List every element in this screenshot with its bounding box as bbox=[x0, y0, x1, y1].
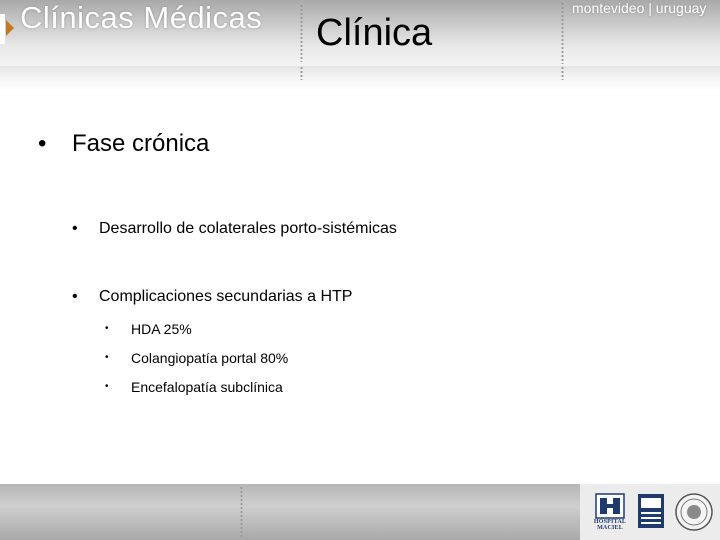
seal-logo bbox=[674, 492, 714, 530]
footer-logos bbox=[580, 484, 720, 540]
bullet-text: HDA 25% bbox=[131, 321, 192, 337]
slide-content bbox=[0, 92, 720, 484]
seal-icon bbox=[674, 492, 714, 532]
universidad-logo bbox=[636, 492, 666, 530]
arrow-icon bbox=[6, 20, 14, 36]
bullet-icon: • bbox=[105, 381, 109, 392]
brand-title: Clínicas Médicas bbox=[20, 0, 263, 35]
bullet-icon: • bbox=[72, 220, 78, 237]
bullet-icon: • bbox=[105, 323, 109, 334]
logo-caption: HOSPITAL MACIEL bbox=[593, 519, 627, 531]
header-shadow bbox=[0, 66, 720, 92]
dotted-divider bbox=[300, 4, 303, 62]
bullet-text: Fase crónica bbox=[72, 130, 210, 157]
university-icon bbox=[636, 492, 666, 530]
slide-title: Clínica bbox=[316, 12, 433, 54]
bullet-text: Desarrollo de colaterales porto-sistémicas bbox=[99, 220, 397, 237]
bullet-text: Colangiopatía portal 80% bbox=[131, 350, 289, 366]
dotted-divider bbox=[300, 66, 303, 80]
location-label: montevideo | uruguay bbox=[572, 0, 707, 16]
hospital-maciel-logo bbox=[590, 492, 630, 530]
hospital-icon bbox=[590, 492, 630, 522]
header-accent-bar bbox=[0, 14, 5, 44]
header-banner bbox=[0, 0, 720, 66]
bullet-icon: • bbox=[72, 288, 78, 305]
dotted-divider bbox=[240, 486, 243, 538]
bullet-icon: • bbox=[38, 130, 47, 157]
dotted-divider bbox=[561, 66, 564, 80]
bullet-text: Encefalopatía subclínica bbox=[131, 379, 283, 395]
bullet-text: Complicaciones secundarias a HTP bbox=[99, 288, 353, 305]
dotted-divider bbox=[561, 2, 564, 64]
bullet-icon: • bbox=[105, 352, 109, 363]
